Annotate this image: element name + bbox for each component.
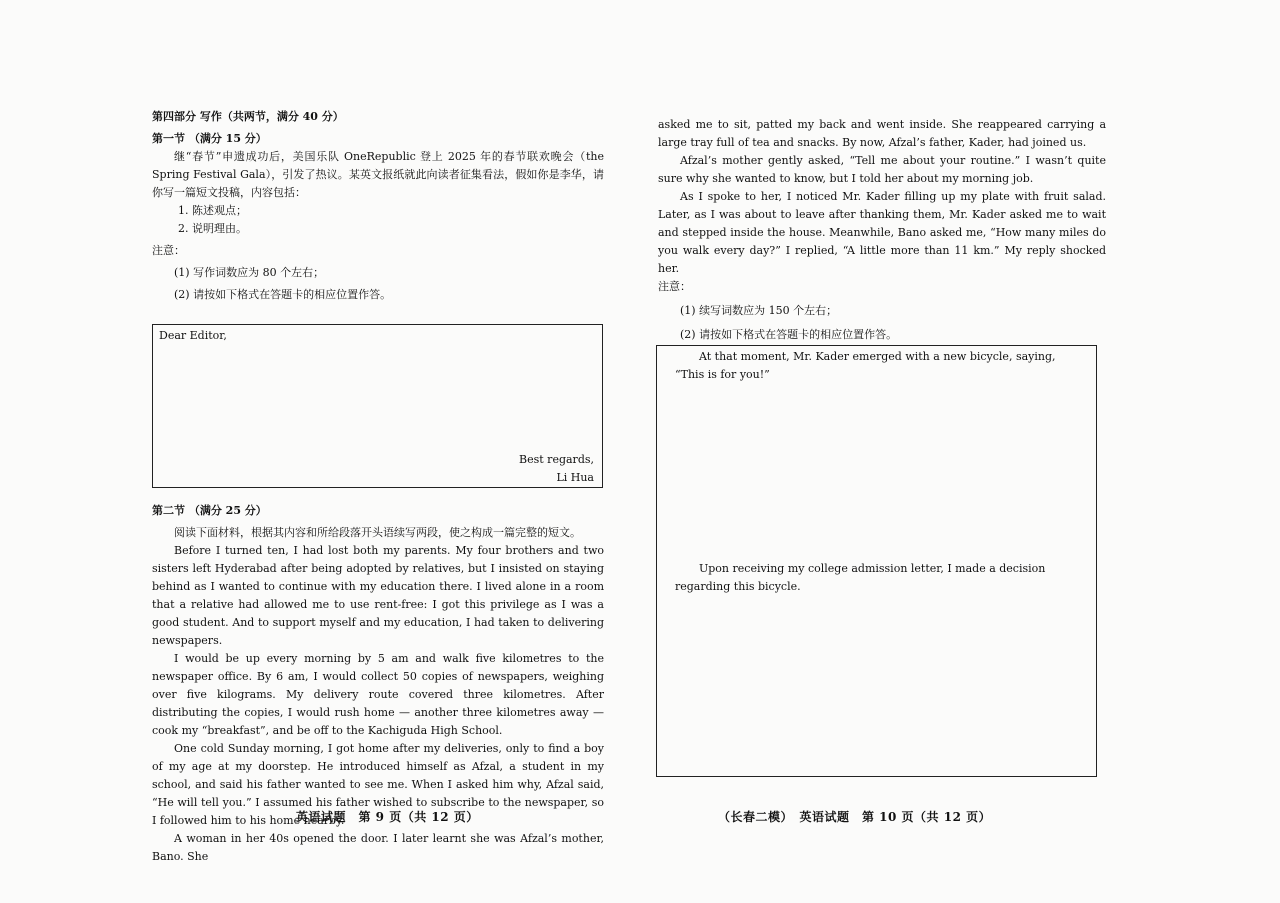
right-page-footer: （长春二模） 英语试题 第 10 页（共 12 页） bbox=[718, 810, 992, 824]
part1-intro: 继“春节”申遗成功后，美国乐队 OneRepublic 登上 2025 年的春节联欢晚会（the Spring Festival Gala），引发了热议。某英文报纸就此向读者征集看法，假如你是李华，请你写一篇短文投稿，内容包括： bbox=[152, 150, 604, 199]
part1-item-2: 2. 说明理由。 bbox=[178, 222, 247, 235]
part1-note-1: (1) 写作词数应为 80 个左右； bbox=[174, 266, 325, 279]
part1-note-2: (2) 请按如下格式在答题卡的相应位置作答。 bbox=[174, 288, 392, 301]
notice-label: 注意： bbox=[658, 280, 691, 293]
story-paragraph: One cold Sunday morning, I got home after my deliveries, only to find a boy of my age at my doorstep. He introduced himself as Afzal, a student in my school, and said his father wanted to see me. When I asked him why, Afzal said, “He will tell you.” I assumed his father wished to subscribe to the newspaper, so I followed him to his home nearby. bbox=[152, 742, 604, 827]
story-paragraph: As I spoke to her, I noticed Mr. Kader filling up my plate with fruit salad. Later, as I was about to leave after thanking them, Mr. Kader asked me to wait and stepped inside the house. Meanwhile, Bano asked me, “How many miles do you walk every day?” I replied, “A little more than 11 km.” My reply shocked her. bbox=[658, 190, 1106, 275]
letter-answer-box bbox=[152, 324, 603, 488]
continuation-answer-box bbox=[656, 345, 1097, 777]
part2-intro: 阅读下面材料，根据其内容和所给段落开头语续写两段，使之构成一篇完整的短文。 bbox=[174, 526, 581, 539]
letter-signature: Li Hua bbox=[556, 471, 594, 484]
section-title: 第四部分 写作（共两节，满分 40 分） bbox=[152, 110, 344, 123]
letter-salutation: Dear Editor, bbox=[159, 329, 227, 342]
continuation-note-1: (1) 续写词数应为 150 个左右； bbox=[680, 304, 838, 317]
part2-title: 第二节 （满分 25 分） bbox=[152, 504, 267, 517]
story-paragraph: Before I turned ten, I had lost both my parents. My four brothers and two sisters left Hyderabad after being adopted by relatives, but I insisted on staying behind as I wanted to continue with my education there. I lived alone in a room that a relative had allowed me to use rent-free: I got this privilege as I was a good student. And to support myself and my education, I had taken to delivering newspapers. bbox=[152, 544, 604, 647]
left-page-writing bbox=[152, 108, 604, 304]
letter-signoff bbox=[519, 451, 594, 487]
left-page-footer: 英语试题 第 9 页（共 12 页） bbox=[296, 810, 479, 824]
story-paragraph: Afzal’s mother gently asked, “Tell me about your routine.” I wasn’t quite sure why she wanted to know, but I told her about my morning job. bbox=[658, 154, 1106, 185]
paragraph-starter-2: Upon receiving my college admission letter, I made a decision regarding this bicycle. bbox=[675, 562, 1046, 593]
notice-label: 注意： bbox=[152, 244, 185, 257]
paragraph-starter-1: At that moment, Mr. Kader emerged with a new bicycle, saying, “This is for you!” bbox=[675, 350, 1056, 381]
continuation-note-2: (2) 请按如下格式在答题卡的相应位置作答。 bbox=[680, 328, 898, 341]
letter-closing: Best regards, bbox=[519, 453, 594, 466]
story-paragraph: I would be up every morning by 5 am and walk five kilometres to the newspaper office. By 6 am, I would collect 50 copies of newspapers, weighing over five kilograms. My delivery route covered three kilometres. After distributing the copies, I would rush home — another three kilometres away — cook my “breakfast”, and be off to the Kachiguda High School. bbox=[152, 652, 604, 737]
part1-title: 第一节 （满分 15 分） bbox=[152, 132, 267, 145]
story-paragraph: asked me to sit, patted my back and went inside. She reappeared carrying a large tray full of tea and snacks. By now, Afzal’s father, Kader, had joined us. bbox=[658, 118, 1106, 149]
right-page-story bbox=[658, 116, 1106, 344]
story-paragraph: A woman in her 40s opened the door. I later learnt she was Afzal’s mother, Bano. She bbox=[152, 832, 604, 863]
part1-item-1: 1. 陈述观点； bbox=[178, 204, 247, 217]
